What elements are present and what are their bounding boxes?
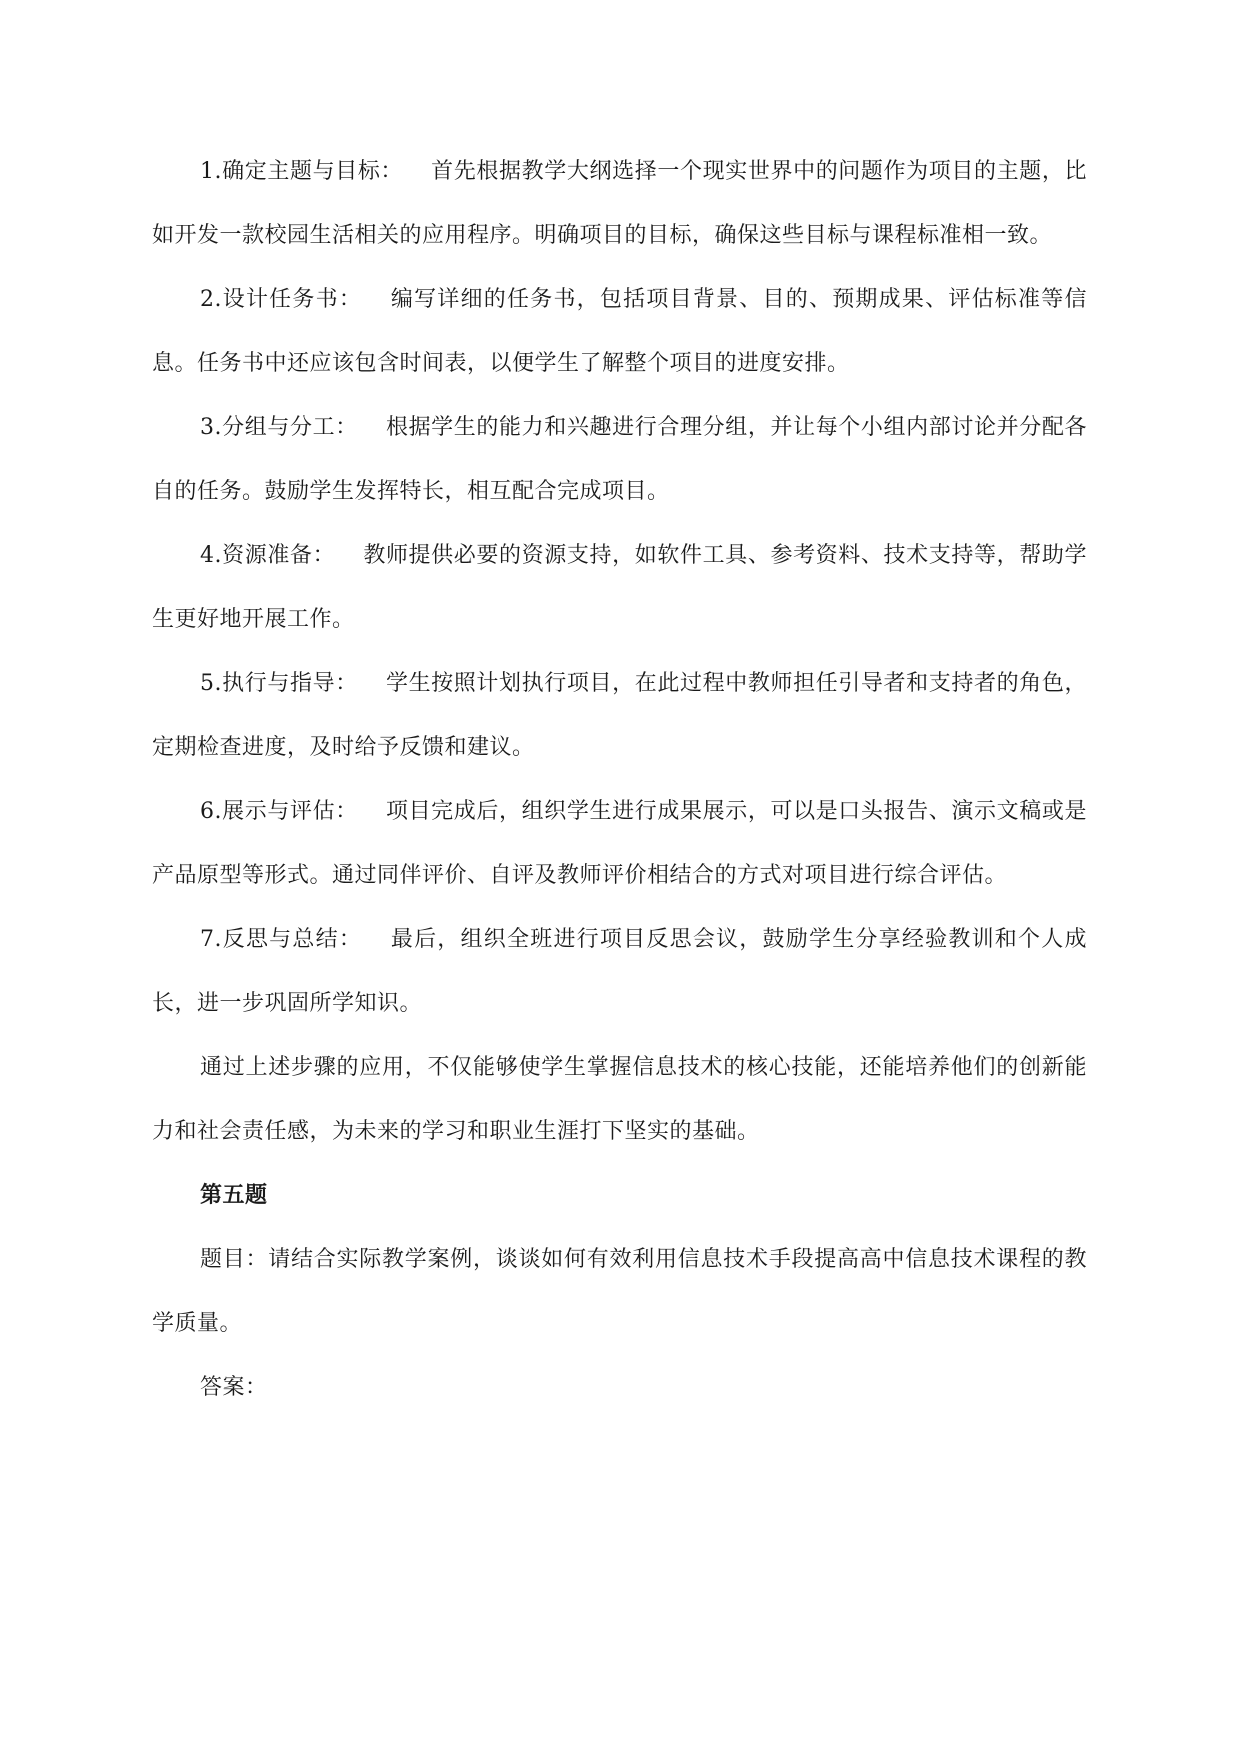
summary-paragraph: 通过上述步骤的应用，不仅能够使学生掌握信息技术的核心技能，还能培养他们的创新能力和社会责任感，为未来的学习和职业生涯打下坚实的基础。 bbox=[152, 1055, 1087, 1144]
step-text: 学生按照计划执行项目，在此过程中教师担任引导者和支持者的角色，定期检查进度，及时给予反馈和建议。 bbox=[152, 671, 1087, 760]
step-text: 根据学生的能力和兴趣进行合理分组，并让每个小组内部讨论并分配各自的任务。鼓励学生发挥特长，相互配合完成项目。 bbox=[152, 415, 1087, 504]
step-paragraph-3 bbox=[152, 396, 1087, 524]
step-paragraph-5 bbox=[152, 652, 1087, 780]
step-text: 项目完成后，组织学生进行成果展示，可以是口头报告、演示文稿或是产品原型等形式。通过同伴评价、自评及教师评价相结合的方式对项目进行综合评估。 bbox=[152, 799, 1087, 888]
step-label: 2.设计任务书： bbox=[200, 287, 363, 312]
document-body bbox=[152, 140, 1087, 1420]
step-text: 教师提供必要的资源支持，如软件工具、参考资料、技术支持等，帮助学生更好地开展工作。 bbox=[152, 543, 1087, 632]
step-paragraph-7 bbox=[152, 908, 1087, 1036]
step-text: 最后，组织全班进行项目反思会议，鼓励学生分享经验教训和个人成长，进一步巩固所学知识。 bbox=[152, 927, 1087, 1016]
step-label: 6.展示与评估： bbox=[200, 799, 358, 824]
step-paragraph-4 bbox=[152, 524, 1087, 652]
step-paragraph-1 bbox=[152, 140, 1087, 268]
step-label: 1.确定主题与目标： bbox=[200, 159, 404, 184]
step-label: 5.执行与指导： bbox=[200, 671, 358, 696]
step-label: 4.资源准备： bbox=[200, 543, 336, 568]
question-paragraph: 题目：请结合实际教学案例，谈谈如何有效利用信息技术手段提高高中信息技术课程的教学质量。 bbox=[152, 1247, 1087, 1336]
step-paragraph-2 bbox=[152, 268, 1087, 396]
answer-label: 答案： bbox=[200, 1375, 268, 1400]
step-text: 编写详细的任务书，包括项目背景、目的、预期成果、评估标准等信息。任务书中还应该包含时间表，以便学生了解整个项目的进度安排。 bbox=[152, 287, 1087, 376]
step-text: 首先根据教学大纲选择一个现实世界中的问题作为项目的主题，比如开发一款校园生活相关的应用程序。明确项目的目标，确保这些目标与课程标准相一致。 bbox=[152, 159, 1087, 248]
step-paragraph-6 bbox=[152, 780, 1087, 908]
question-heading: 第五题 bbox=[200, 1183, 268, 1208]
step-label: 3.分组与分工： bbox=[200, 415, 358, 440]
step-label: 7.反思与总结： bbox=[200, 927, 363, 952]
